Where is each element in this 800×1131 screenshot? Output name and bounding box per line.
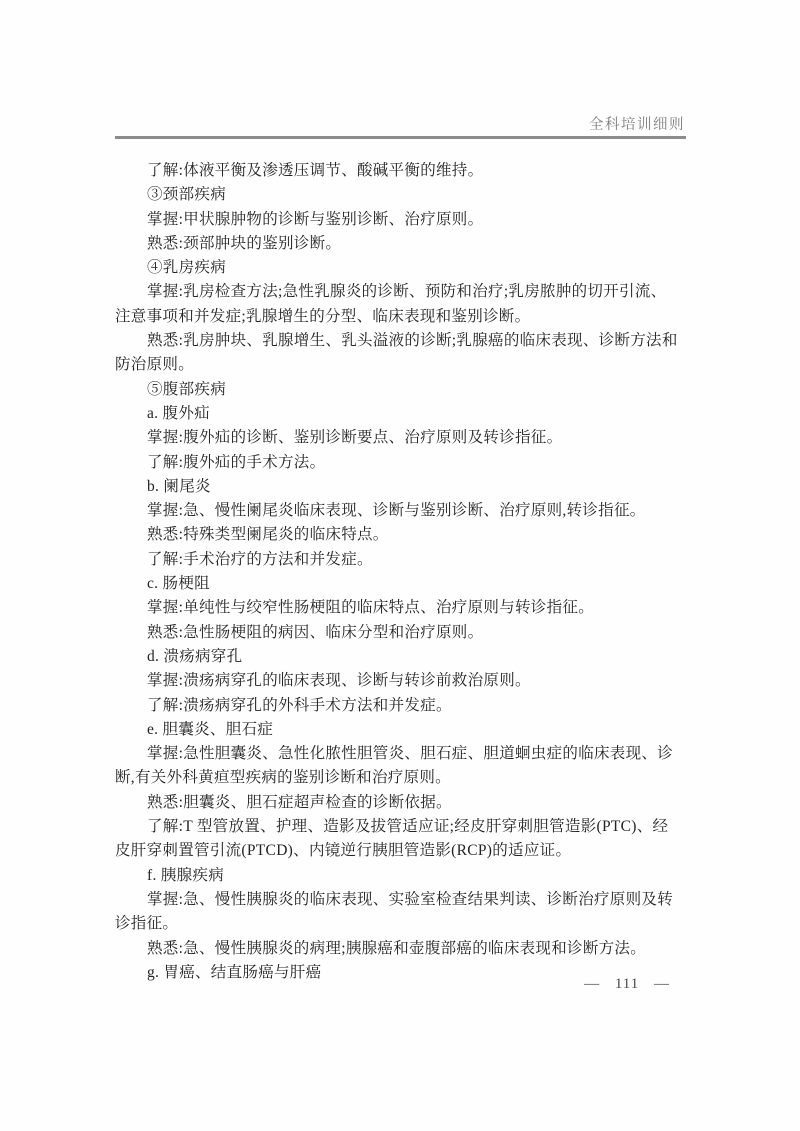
text-line: 掌握:腹外疝的诊断、鉴别诊断要点、治疗原则及转诊指征。 (147, 429, 563, 447)
text-line: 掌握:乳房检查方法;急性乳腺炎的诊断、预防和治疗;乳房脓肿的切开引流、 (147, 283, 667, 301)
text-line: 掌握:急、慢性阑尾炎临床表现、诊断与鉴别诊断、治疗原则,转诊指征。 (147, 502, 646, 520)
running-header-title: 全科培训细则 (589, 117, 685, 133)
text-line: 掌握:甲状腺肿物的诊断与鉴别诊断、治疗原则。 (147, 210, 484, 228)
text-line: 皮肝穿刺置管引流(PTCD)、内镜逆行胰胆管造影(RCP)的适应证。 (115, 842, 572, 860)
text-line: 诊指征。 (115, 915, 179, 933)
text-line: f. 胰腺疾病 (147, 866, 225, 884)
text-line: d. 溃疡病穿孔 (147, 647, 243, 665)
text-line: 防治原则。 (115, 356, 195, 374)
text-line: 了解:溃疡病穿孔的外科手术方法和并发症。 (147, 696, 452, 714)
body-lines (115, 159, 690, 985)
text-line: 注意事项和并发症;乳腺增生的分型、临床表现和鉴别诊断。 (115, 307, 531, 325)
page-number: — 111 — (584, 976, 670, 992)
text-line: c. 肠梗阻 (147, 575, 210, 593)
text-line: b. 阑尾炎 (147, 477, 211, 495)
text-line: 掌握:单纯性与绞窄性肠梗阻的临床特点、治疗原则与转诊指征。 (147, 599, 595, 617)
text-line: 熟悉:胆囊炎、胆石症超声检查的诊断依据。 (147, 793, 452, 811)
text-line: a. 腹外疝 (147, 404, 210, 422)
text-line: ③颈部疾病 (147, 186, 227, 204)
header-rule (115, 136, 686, 139)
text-line: 了解:手术治疗的方法和并发症。 (147, 550, 373, 568)
text-line: 熟悉:颈部肿块的鉴别诊断。 (147, 234, 342, 252)
text-line: ⑤腹部疾病 (147, 380, 227, 398)
text-line: 了解:体液平衡及渗透压调节、酸碱平衡的维持。 (147, 162, 484, 179)
text-line: 熟悉:特殊类型阑尾炎的临床特点。 (147, 526, 389, 544)
text-line: 熟悉:急、慢性胰腺炎的病理;胰腺癌和壶腹部癌的临床表现和诊断方法。 (147, 939, 647, 957)
text-line: 断,有关外科黄疸型疾病的鉴别诊断和治疗原则。 (115, 769, 451, 787)
text-line: 熟悉:乳房肿块、乳腺增生、乳头溢液的诊断;乳腺癌的临床表现、诊断方法和 (147, 332, 678, 350)
text-line: 掌握:急、慢性胰腺炎的临床表现、实验室检查结果判读、诊断治疗原则及转 (147, 890, 674, 908)
text-line: 熟悉:急性肠梗阻的病因、临床分型和治疗原则。 (147, 623, 484, 641)
text-line: ④乳房疾病 (147, 259, 227, 277)
text-line: g. 胃癌、结直肠癌与肝癌 (147, 963, 322, 981)
text-line: 掌握:急性胆囊炎、急性化脓性胆管炎、胆石症、胆道蛔虫症的临床表现、诊 (147, 745, 674, 763)
text-line: 掌握:溃疡病穿孔的临床表现、诊断与转诊前救治原则。 (147, 672, 531, 690)
text-line: 了解:腹外疝的手术方法。 (147, 453, 326, 471)
text-line: e. 胆囊炎、胆石症 (147, 720, 274, 738)
text-line: 了解:T 型管放置、护理、造影及拔管适应证;经皮肝穿刺胆管造影(PTC)、经 (147, 818, 669, 836)
